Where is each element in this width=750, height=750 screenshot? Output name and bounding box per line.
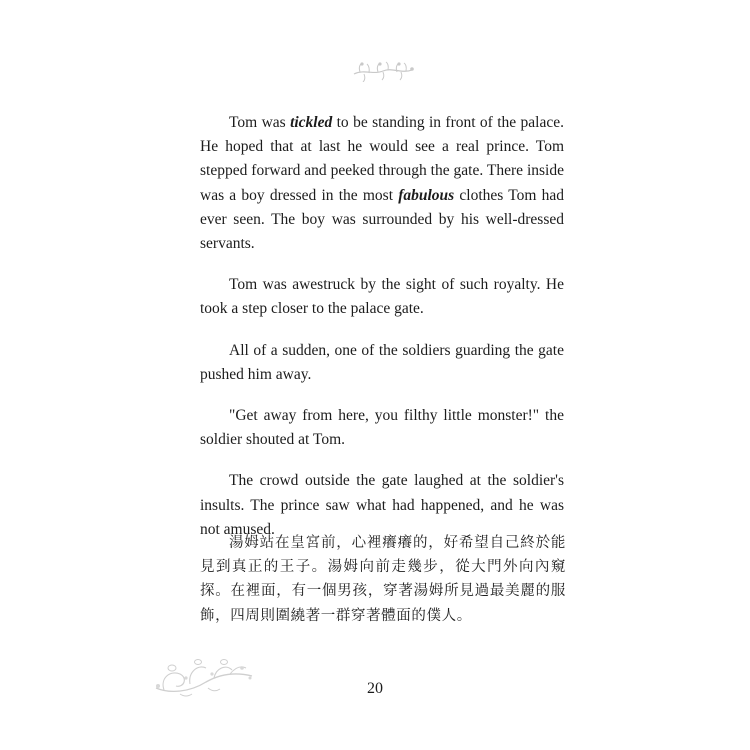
text-segment: Tom was awestruck by the sight of such royalty. He took a step closer to the palace gate. <box>200 276 564 318</box>
page-number: 20 <box>367 680 383 697</box>
text-segment: All of a sudden, one of the soldiers guarding the gate pushed him away. <box>200 341 564 383</box>
emphasized-word: tickled <box>290 114 333 131</box>
paragraph <box>200 339 564 387</box>
chinese-translation: 湯姆站在皇宮前，心裡癢癢的，好希望自己終於能見到真正的王子。湯姆向前走幾步，從大門外向內窺探。在裡面，有一個男孩，穿著湯姆所見過最美麗的服飾，四周則圍繞著一群穿著體面的僕人。 <box>200 535 566 624</box>
text-segment: "Get away from here, you filthy little monster!" the soldier shouted at Tom. <box>200 407 564 449</box>
text-segment: clothes Tom had ever seen. The boy was surrounded by his well-dressed servants. <box>200 186 564 253</box>
text-segment: The crowd outside the gate laughed at the soldier's insults. The prince saw what had happened, and he was not amused. <box>200 472 564 538</box>
paragraph <box>200 404 564 452</box>
text-segment: to be standing in front of the palace. He hoped that at last he would see a real prince. Tom stepped forward and peeked through the gate. There inside was a boy dressed in the most <box>200 114 564 204</box>
paragraph <box>200 273 564 321</box>
text-segment: Tom was <box>229 114 291 131</box>
paragraph <box>200 111 564 256</box>
emphasized-word: fabulous <box>398 186 455 204</box>
english-text-block <box>200 111 564 559</box>
vine-icon <box>350 60 416 82</box>
